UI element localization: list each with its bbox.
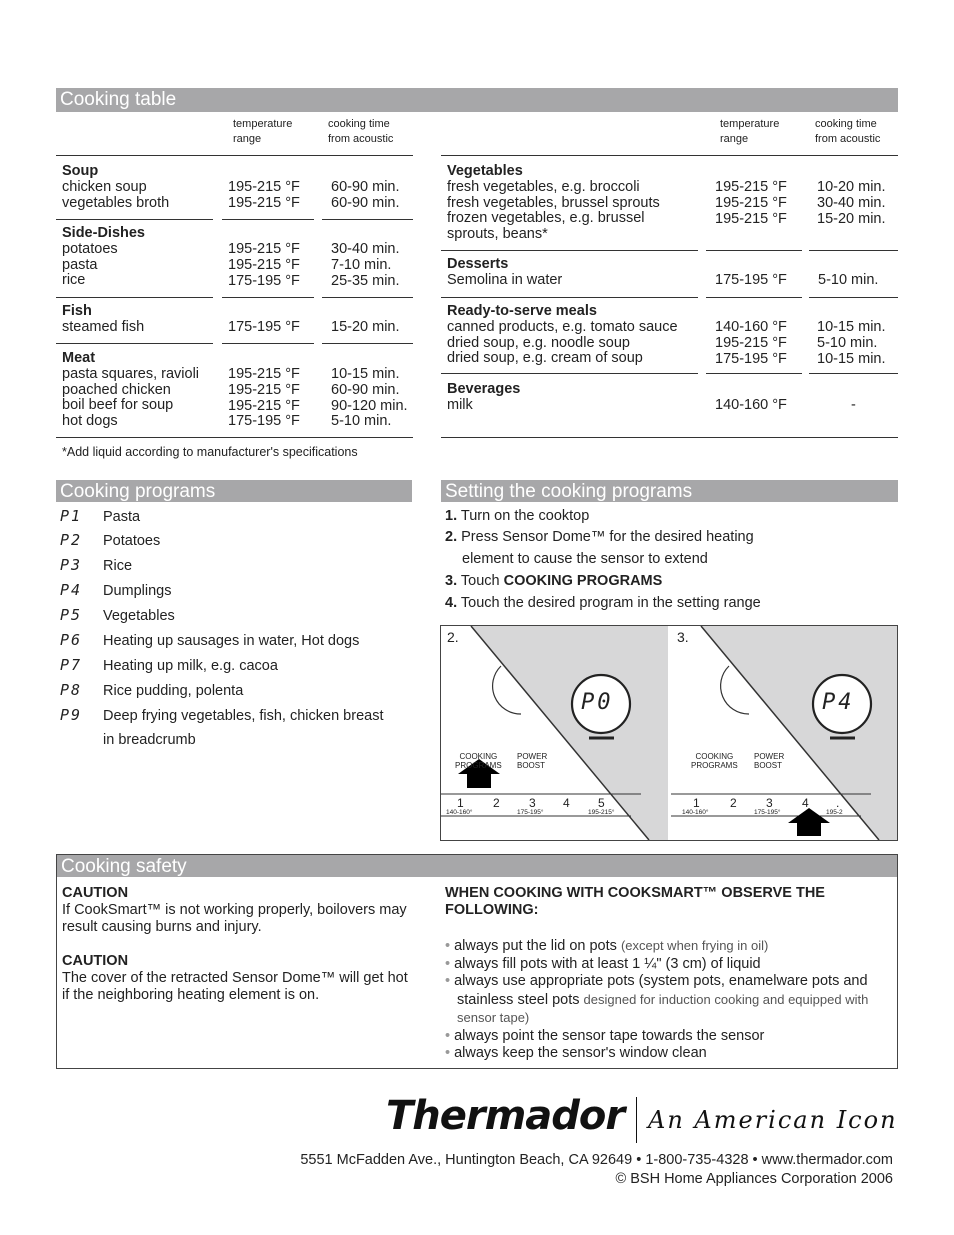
- program-code: P9: [60, 706, 83, 724]
- table-rule: [706, 297, 802, 298]
- group-times: 10-20 min. 30-40 min. 15-20 min.: [817, 179, 886, 227]
- cooking-table-header: [56, 88, 898, 112]
- group-items: pasta squares, ravioli poached chicken boil beef for soup hot dogs: [62, 365, 200, 430]
- table-rule: [322, 343, 413, 344]
- program-item-continued: in breadcrumb: [103, 732, 196, 748]
- scale-3[interactable]: 3: [529, 796, 536, 810]
- hdr-text: temperature: [720, 118, 780, 130]
- power-boost-button[interactable]: [754, 752, 784, 770]
- hdr-text: cooking time: [815, 118, 877, 130]
- scale-1[interactable]: 1: [693, 796, 700, 810]
- cooksmart-list: [445, 937, 890, 1063]
- diagram-label: 3.: [677, 629, 689, 645]
- hdr-text: range: [720, 133, 749, 145]
- table-rule: [706, 373, 802, 374]
- group-temps: 195-215 °F 195-215 °F 195-215 °F: [715, 179, 787, 227]
- cooking-programs-button[interactable]: [691, 752, 738, 770]
- group-fish: [62, 304, 144, 336]
- brand-tagline: An American Icon: [648, 1106, 898, 1134]
- setting-programs-title: Setting the cooking programs: [445, 481, 693, 502]
- temp-header-right: [720, 117, 779, 147]
- step-2: [445, 529, 754, 546]
- setting-programs-header: [441, 480, 898, 502]
- group-title: Meat: [62, 350, 96, 366]
- program-label: Deep frying vegetables, fish, chicken breast: [103, 708, 384, 724]
- range-label: 175-195°: [754, 809, 781, 816]
- program-item: [60, 532, 160, 550]
- diagram-step2-art: [441, 626, 668, 840]
- group-items: milk: [447, 396, 473, 413]
- group-times: 60-90 min. 60-90 min.: [331, 179, 400, 211]
- group-items: steamed fish: [62, 318, 145, 335]
- diagram-step3-art: [671, 626, 897, 840]
- group-title: Desserts: [447, 256, 509, 272]
- scale-2[interactable]: 2: [730, 796, 737, 810]
- table-rule: [56, 155, 413, 156]
- caution-text: The cover of the retracted Sensor Dome™ will get hot if the neighboring heating element is on.: [62, 970, 408, 1003]
- caution-title: CAUTION: [62, 885, 129, 901]
- group-title: Fish: [62, 303, 92, 319]
- btn-text: COOKING: [695, 752, 734, 761]
- program-item: [60, 657, 278, 675]
- display-readout: P0: [581, 690, 614, 715]
- group-temps: 140-160 °F 195-215 °F 175-195 °F: [715, 319, 787, 367]
- group-ready-meals: [447, 304, 678, 367]
- hdr-text: cooking time: [328, 118, 390, 130]
- footer-copyright: © BSH Home Appliances Corporation 2006: [615, 1171, 893, 1187]
- footnote: *Add liquid according to manufacturer's specifications: [62, 445, 358, 459]
- program-label: Potatoes: [103, 533, 161, 549]
- bullet-icon: •: [445, 955, 451, 972]
- group-desserts: [447, 257, 562, 289]
- scale-4[interactable]: 4: [802, 796, 809, 810]
- program-label: Heating up milk, e.g. cacoa: [103, 658, 278, 674]
- program-label: Vegetables: [103, 608, 175, 624]
- group-soup: [62, 164, 169, 211]
- cooksmart-title: WHEN COOKING WITH COOKSMART™ OBSERVE THE FOLLOWING:: [445, 885, 825, 918]
- group-meat: [62, 351, 199, 430]
- table-rule: [706, 250, 802, 251]
- footer-address: 5551 McFadden Ave., Huntington Beach, CA 92649 • 1-800-735-4328 • www.thermador.com: [300, 1152, 893, 1168]
- list-text: always keep the sensor's window clean: [454, 1045, 707, 1061]
- step-text: Touch the desired program in the setting range: [460, 595, 761, 611]
- program-code: P7: [60, 656, 83, 674]
- step-num: 4.: [445, 595, 458, 611]
- btn-text: BOOST: [754, 761, 783, 770]
- group-temps: 175-195 °F: [715, 272, 787, 288]
- group-times: 10-15 min. 60-90 min. 90-120 min. 5-10 min.: [331, 366, 408, 430]
- program-code: P6: [60, 631, 83, 649]
- group-items: fresh vegetables, e.g. broccoli fresh vegetables, brussel sprouts frozen vegetables, e.g. brussel sprouts, beans*: [447, 178, 660, 243]
- group-items: chicken soup vegetables broth: [62, 178, 170, 211]
- table-rule: [222, 297, 314, 298]
- range-label: 195-215°: [588, 809, 615, 816]
- list-item: [445, 973, 890, 1028]
- table-rule: [809, 297, 898, 298]
- cooking-safety-header: [57, 855, 897, 877]
- group-temps: 195-215 °F 195-215 °F 195-215 °F 175-195 °F: [228, 366, 300, 430]
- program-item: [60, 508, 140, 526]
- step-text: Turn on the cooktop: [460, 508, 590, 524]
- brand-logo: Thermador: [386, 1093, 625, 1139]
- list-item: [445, 1028, 890, 1046]
- group-title: Soup: [62, 163, 99, 179]
- caution-text: If CookSmart™ is not working properly, boilovers may result causing burns and injury.: [62, 902, 407, 935]
- step-num: 2.: [445, 529, 458, 545]
- program-item: [60, 707, 383, 725]
- table-rule: [222, 343, 314, 344]
- group-title: Ready-to-serve meals: [447, 303, 597, 319]
- program-code: P2: [60, 531, 83, 549]
- temp-header-left: [233, 117, 292, 147]
- group-beverages: [447, 382, 520, 414]
- table-rule: [322, 297, 413, 298]
- step-text: Touch: [460, 573, 504, 589]
- bullet-icon: •: [445, 1027, 451, 1044]
- program-code: P3: [60, 556, 83, 574]
- caution-1: [62, 885, 417, 936]
- program-item: [60, 607, 175, 625]
- btn-text: POWER: [517, 752, 548, 761]
- group-temps: 175-195 °F: [228, 319, 300, 335]
- step-1: [445, 508, 589, 525]
- display-readout: P4: [822, 690, 855, 715]
- group-times: 5-10 min.: [818, 272, 879, 288]
- list-item: [445, 1045, 890, 1063]
- group-times: 10-15 min. 5-10 min. 10-15 min.: [817, 319, 886, 367]
- step-text: Press Sensor Dome™ for the desired heating: [461, 529, 754, 545]
- list-text: always point the sensor tape towards the sensor: [454, 1027, 765, 1044]
- bullet-icon: •: [445, 1045, 451, 1061]
- cooking-safety-box: [56, 854, 898, 1069]
- time-header-left: [328, 117, 393, 147]
- group-vegetables: [447, 164, 660, 243]
- logo-divider: [636, 1097, 637, 1143]
- table-rule: [809, 373, 898, 374]
- scale-3[interactable]: 3: [766, 796, 773, 810]
- program-code: P1: [60, 507, 83, 525]
- group-title: Vegetables: [447, 163, 523, 179]
- btn-text: POWER: [754, 752, 785, 761]
- table-rule: [222, 219, 314, 220]
- hdr-text: range: [233, 133, 262, 145]
- list-text: always use appropriate pots (system pots, enamelware pots and stainless steel pots: [454, 973, 868, 1008]
- table-rule: [441, 250, 698, 251]
- table-rule: [56, 343, 213, 344]
- program-label: Heating up sausages in water, Hot dogs: [103, 633, 360, 649]
- cooking-table-title: Cooking table: [60, 89, 177, 110]
- range-label: 140-160°: [446, 809, 473, 816]
- diagram-label: 2.: [447, 629, 459, 645]
- group-title: Side-Dishes: [62, 225, 145, 241]
- list-item: [445, 937, 890, 956]
- program-label: Rice pudding, polenta: [103, 683, 244, 699]
- program-code: P4: [60, 581, 83, 599]
- step-bold: COOKING PROGRAMS: [503, 573, 663, 589]
- program-code: P5: [60, 606, 83, 624]
- range-label: 175-195°: [517, 809, 544, 816]
- group-temps: 195-215 °F 195-215 °F 175-195 °F: [228, 241, 300, 289]
- scale-5[interactable]: 5: [598, 796, 605, 810]
- cooking-programs-title: Cooking programs: [60, 481, 216, 502]
- table-rule: [441, 155, 898, 156]
- range-label: 140-160°: [682, 809, 709, 816]
- hdr-text: temperature: [233, 118, 293, 130]
- diagram-step3: [671, 626, 897, 840]
- list-text: always fill pots with at least 1 ¼" (3 cm) of liquid: [454, 955, 761, 972]
- cooking-programs-header: [56, 480, 412, 502]
- table-rule: [322, 219, 413, 220]
- step-4: [445, 595, 761, 612]
- step-2-cont: element to cause the sensor to extend: [462, 551, 708, 567]
- group-items: canned products, e.g. tomato sauce dried soup, e.g. noodle soup dried soup, e.g. cream of soup: [447, 318, 678, 367]
- btn-text: PROGRAMS: [691, 761, 738, 770]
- diagram-step2: [441, 626, 668, 840]
- list-text: always put the lid on pots: [454, 938, 621, 954]
- program-code: P8: [60, 681, 83, 699]
- scale-2[interactable]: 2: [493, 796, 500, 810]
- hdr-text: from acoustic: [328, 133, 394, 145]
- program-item: [60, 682, 243, 700]
- group-temps: 140-160 °F: [715, 397, 787, 413]
- group-times: 15-20 min.: [331, 319, 400, 335]
- time-header-right: [815, 117, 880, 147]
- step-num: 3.: [445, 573, 458, 589]
- caution-title: CAUTION: [62, 953, 129, 969]
- group-items: Semolina in water: [447, 271, 563, 288]
- group-items: potatoes pasta rice: [62, 240, 118, 289]
- list-item: [445, 956, 890, 974]
- btn-text: PROGRAMS: [455, 761, 502, 770]
- btn-text: COOKING: [459, 752, 498, 761]
- table-rule: [441, 437, 898, 438]
- table-rule: [56, 219, 213, 220]
- hdr-text: from acoustic: [815, 133, 881, 145]
- bullet-icon: •: [445, 938, 451, 954]
- table-rule: [441, 373, 698, 374]
- group-side-dishes: [62, 226, 145, 289]
- group-title: Beverages: [447, 381, 521, 397]
- cooking-safety-title: Cooking safety: [61, 856, 187, 877]
- scale-4[interactable]: 4: [563, 796, 570, 810]
- program-item: [60, 582, 172, 600]
- program-label: Pasta: [103, 509, 141, 525]
- table-rule: [56, 297, 213, 298]
- diagram-container: [440, 625, 898, 841]
- step-3: [445, 573, 662, 590]
- program-label: Dumplings: [103, 583, 172, 599]
- table-rule: [56, 437, 413, 438]
- program-item: [60, 632, 359, 650]
- btn-text: BOOST: [517, 761, 546, 770]
- caution-2: [62, 953, 417, 1004]
- program-label: Rice: [103, 558, 133, 574]
- list-note: (except when frying in oil): [620, 938, 769, 953]
- range-label: 195-2: [826, 809, 843, 816]
- scale-1[interactable]: 1: [457, 796, 464, 810]
- scale-5[interactable]: .: [836, 796, 840, 810]
- list-note: designed for induction cooking and equipped with sensor tape): [457, 991, 869, 1025]
- power-boost-button[interactable]: [517, 752, 547, 770]
- bullet-icon: •: [445, 973, 451, 989]
- table-rule: [441, 297, 698, 298]
- group-times: -: [851, 397, 856, 413]
- table-rule: [809, 250, 898, 251]
- step-num: 1.: [445, 508, 458, 524]
- program-item: [60, 557, 132, 575]
- group-temps: 195-215 °F 195-215 °F: [228, 179, 300, 211]
- group-times: 30-40 min. 7-10 min. 25-35 min.: [331, 241, 400, 289]
- cooking-programs-button[interactable]: [455, 752, 502, 770]
